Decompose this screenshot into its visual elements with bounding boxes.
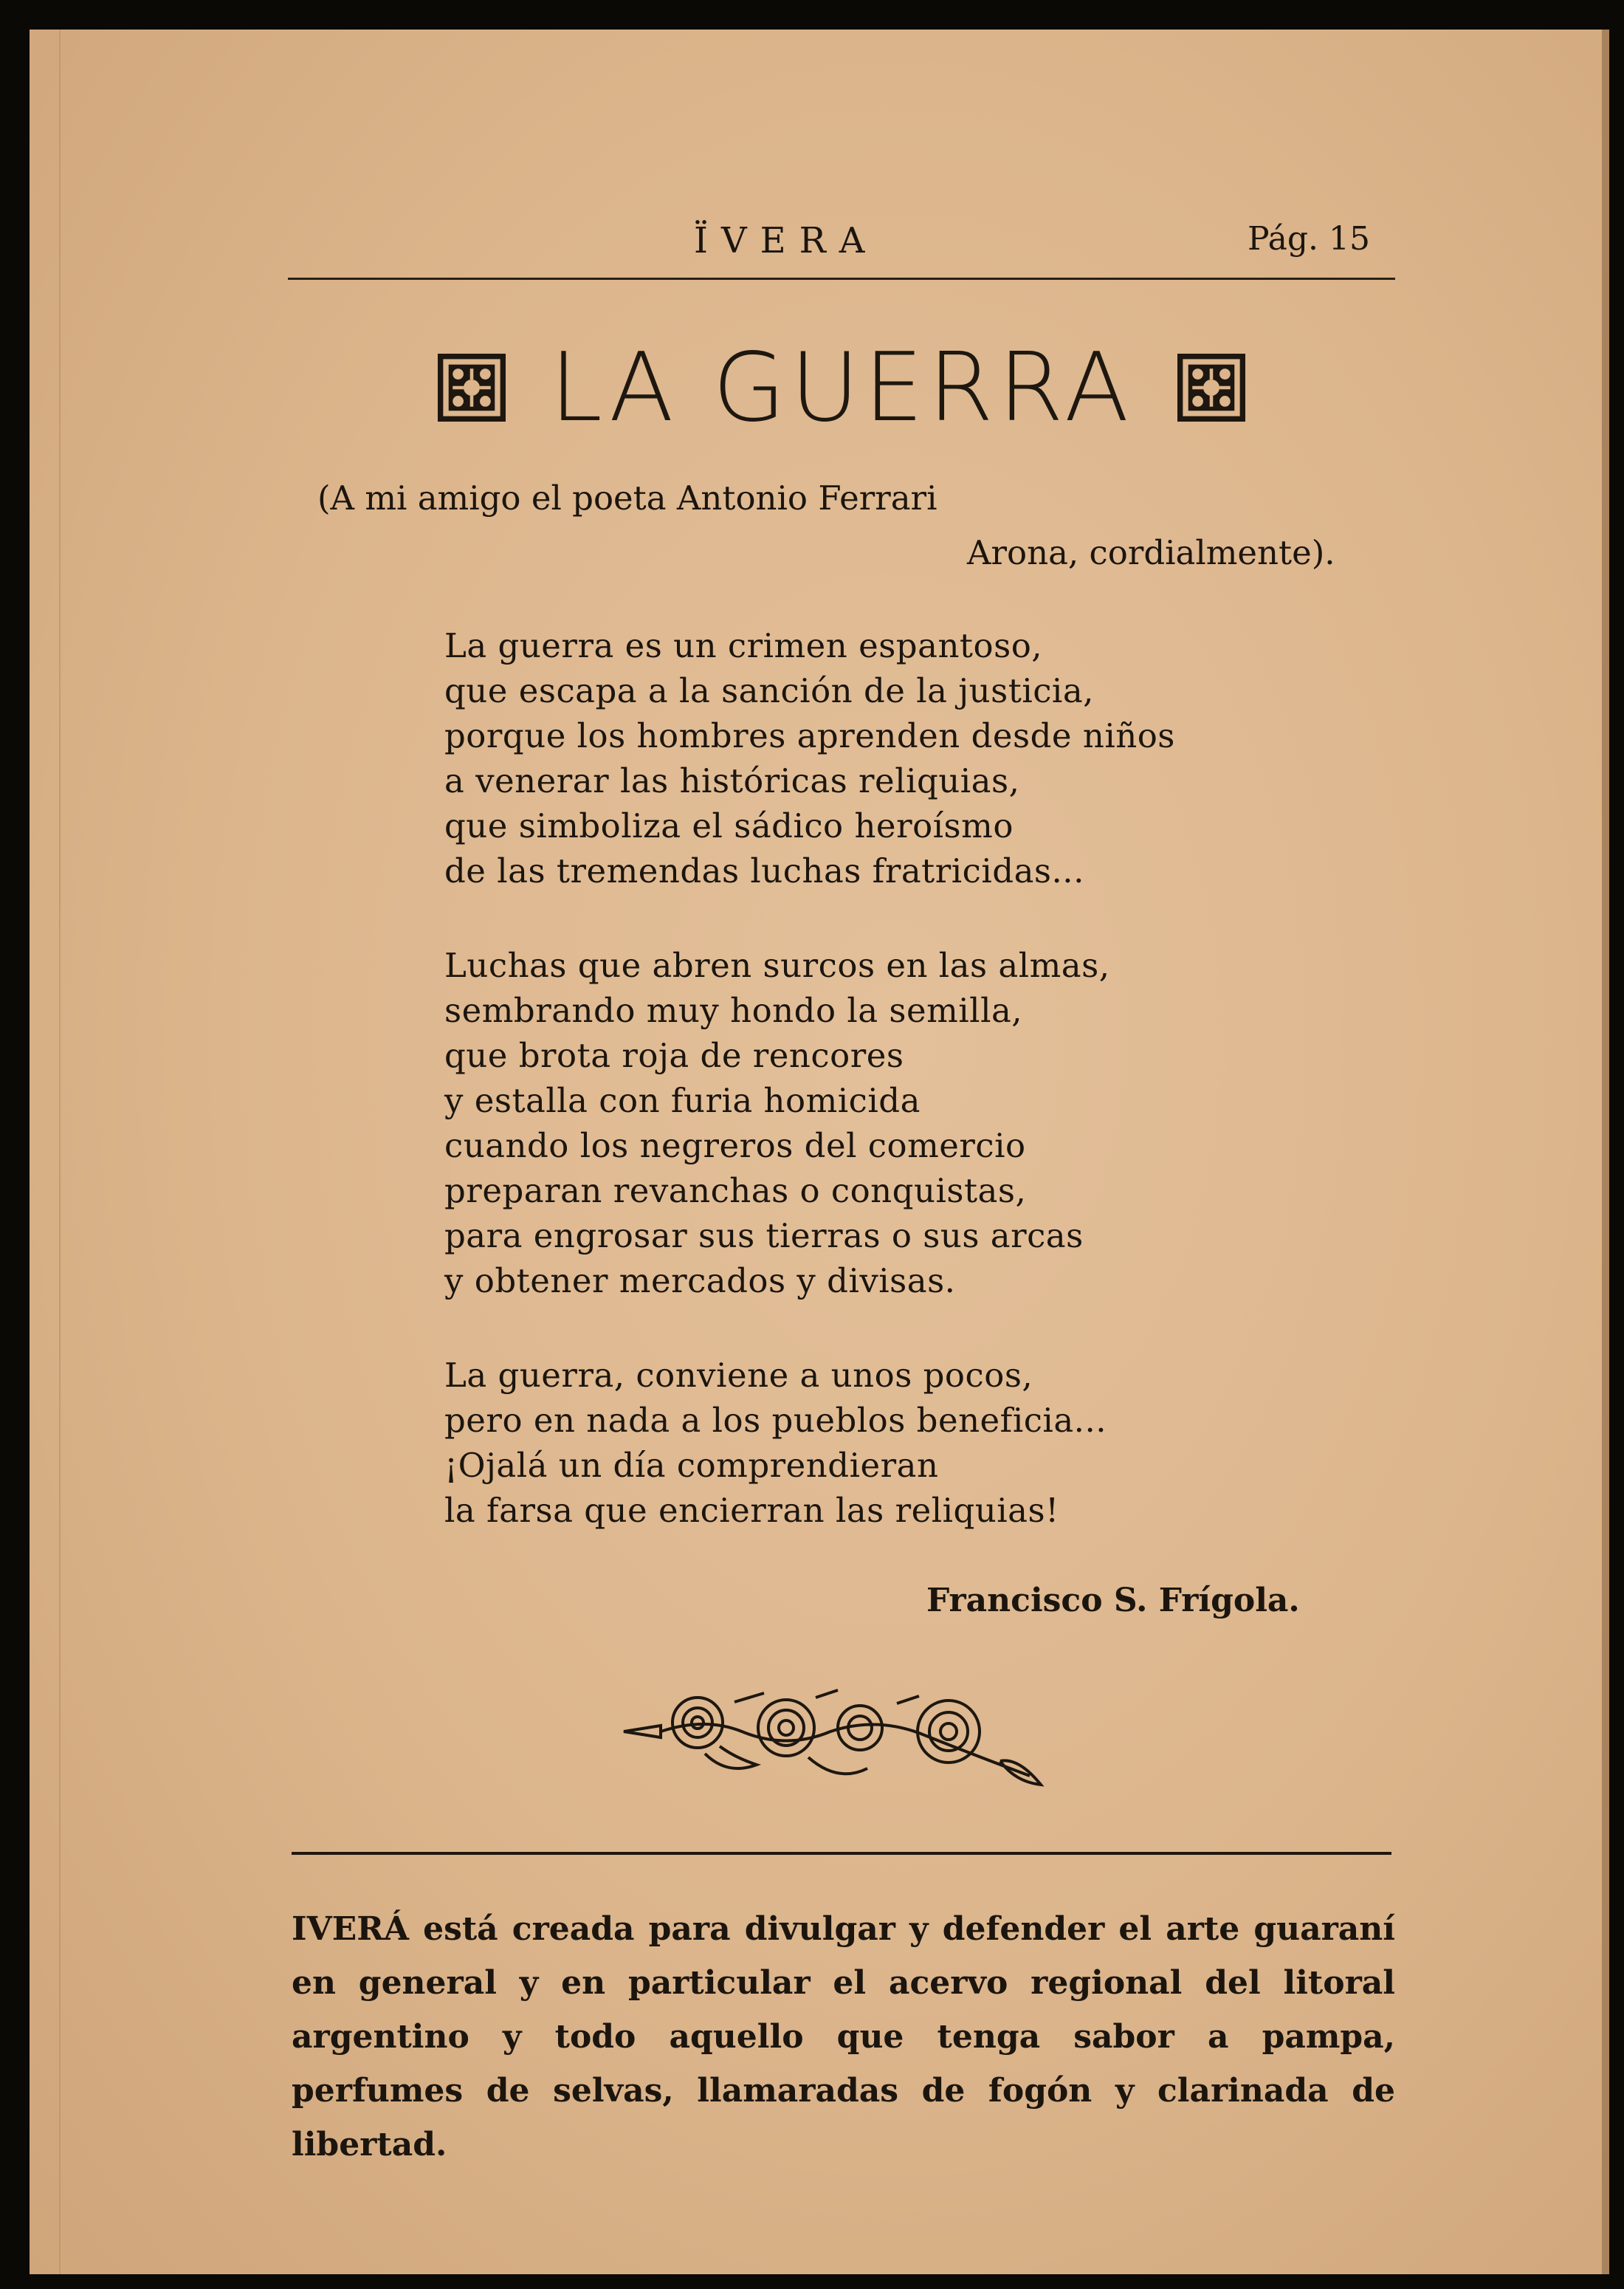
title-row — [325, 332, 1358, 443]
poem-line: ¡Ojalá un día comprendieran — [444, 1446, 939, 1485]
header-divider — [288, 278, 1395, 280]
poem-line: La guerra, conviene a unos pocos, — [444, 1356, 1033, 1395]
poem-line: de las tremendas luchas fratricidas... — [444, 851, 1084, 890]
footer-body: está creada para divulgar y defender el arte guaraní en general y en particular el acervo regional del litoral argentino y todo aquello que tenga sabor a pampa, perfumes de selvas, llamaradas de fogón y clarinada de libertad. — [292, 1910, 1395, 2163]
author-signature: Francisco S. Frígola. — [926, 1582, 1300, 1619]
footer-note — [292, 1902, 1395, 2172]
poem-line: la farsa que encierran las reliquias! — [444, 1491, 1059, 1530]
poem-line: pero en nada a los pueblos beneficia... — [444, 1401, 1107, 1440]
poem-line: preparan revanchas o conquistas, — [444, 1171, 1027, 1210]
poem-line: que escapa a la sanción de la justicia, — [444, 671, 1094, 710]
poem-line: que simboliza el sádico heroísmo — [444, 806, 1014, 845]
poem-line: para engrosar sus tierras o sus arcas — [444, 1216, 1084, 1255]
article-title: LA GUERRA — [549, 332, 1134, 443]
footer-divider — [292, 1852, 1391, 1855]
poem-line: y obtener mercados y divisas. — [444, 1261, 956, 1300]
header-title: ÏVERA — [694, 220, 878, 261]
poem-line: que brota roja de rencores — [444, 1036, 904, 1075]
poem-line: cuando los negreros del comercio — [444, 1126, 1026, 1165]
poem-line: Luchas que abren surcos en las almas, — [444, 946, 1110, 985]
footer-brand: IVERÁ — [292, 1910, 409, 1948]
poem-line: porque los hombres aprenden desde niños — [444, 716, 1175, 755]
gutter-fold — [59, 30, 61, 2274]
rose-vignette-icon — [616, 1687, 1059, 1791]
dedication-line-1: (A mi amigo el poeta Antonio Ferrari — [317, 478, 937, 518]
page-number: Pág. 15 — [1248, 220, 1370, 258]
dedication-line-2: Arona, cordialmente). — [967, 533, 1335, 572]
poem-line: a venerar las históricas reliquias, — [444, 761, 1020, 800]
ornament-right-icon — [1177, 354, 1245, 422]
poem-line: La guerra es un crimen espantoso, — [444, 626, 1043, 665]
ornament-left-icon — [438, 354, 506, 422]
poem-line: sembrando muy hondo la semilla, — [444, 991, 1023, 1030]
poem-line: y estalla con furia homicida — [444, 1081, 921, 1120]
